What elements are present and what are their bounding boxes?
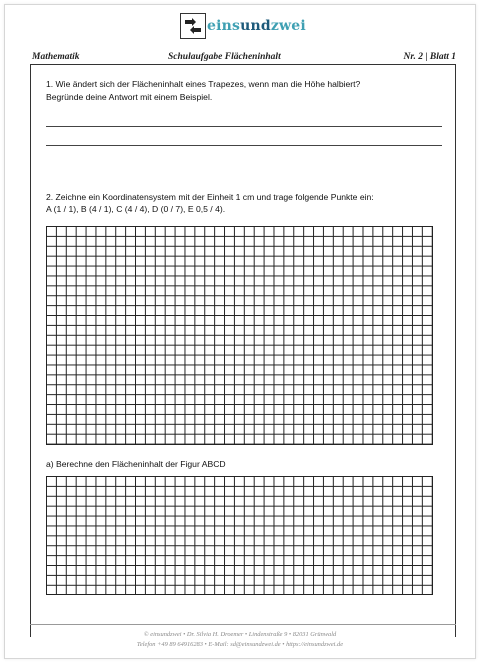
logo-mark-icon [180,13,206,39]
question2-line2: A (1 / 1), B (4 / 1), C (4 / 4), D (0 / 7), E 0,5 / 4). [46,204,226,214]
footer-line2: Telefon +49 89 64916283 • E-Mail: sd@einsundzwei.de • https://einsundzwei.de [136,641,344,648]
logo [180,12,306,40]
question2a-text: a) Berechne den Flächeninhalt der Figur ABCD [46,459,226,469]
logo-text-und: und [240,18,271,34]
question2-line1: 2. Zeichne ein Koordinatensystem mit der Einheit 1 cm und trage folgende Punkte ein: [46,192,374,202]
answer-line-2 [46,145,442,146]
header-sheet-number: Nr. 2 | Blatt 1 [403,52,456,62]
coordinate-grid [46,226,433,445]
footer-rule [30,624,456,625]
logo-text [207,18,306,34]
question1-line2: Begründe deine Antwort mit einem Beispiel. [46,92,213,102]
answer-line-1 [46,126,442,127]
footer-line1: © einsundzwei • Dr. Silvia H. Droemer • Lindenstraße 9 • 82031 Grünwald [143,631,337,638]
calculation-grid [46,476,433,595]
header-title: Schulaufgabe Flächeninhalt [168,52,281,62]
logo-text-main: eins [207,18,241,34]
question1-line1: 1. Wie ändert sich der Flächeninhalt eines Trapezes, wenn man die Höhe halbiert? [46,79,361,89]
header-subject: Mathematik [32,52,80,62]
logo-text-end: zwei [270,18,306,34]
